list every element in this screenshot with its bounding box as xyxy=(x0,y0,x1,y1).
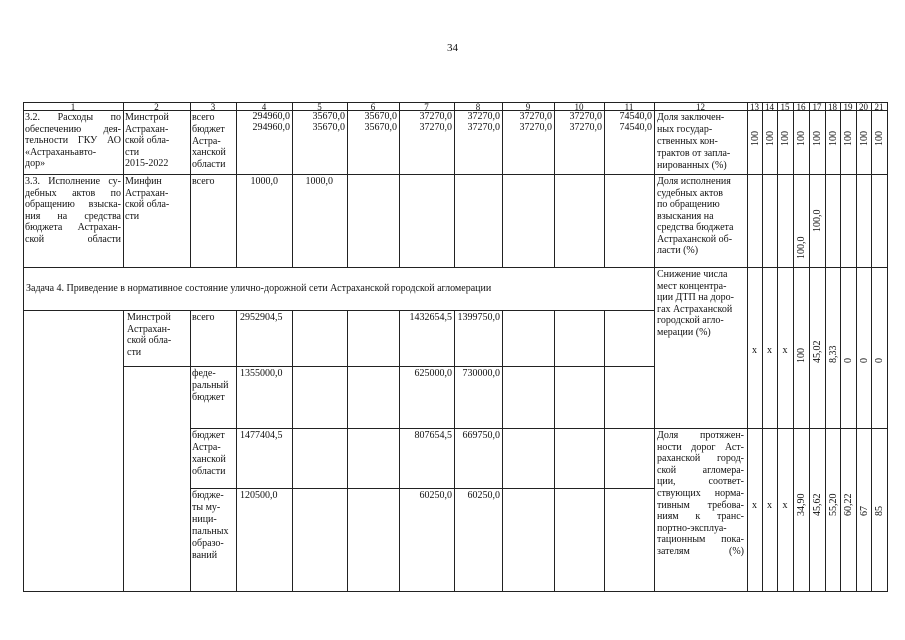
indicator-value: 100 xyxy=(812,131,823,146)
column-header: 11 xyxy=(624,102,634,112)
executor: Астрахан- xyxy=(125,187,169,199)
executor: Минстрой xyxy=(127,312,171,323)
column-border xyxy=(809,102,810,592)
column-border xyxy=(654,102,655,592)
row-border xyxy=(23,174,888,175)
indicator-name: судебных актов xyxy=(657,187,723,199)
indicator-name: раханской город- xyxy=(657,453,744,465)
indicator-name: Астраханской об- xyxy=(657,233,733,245)
executor: Астрахан- xyxy=(127,323,171,335)
funding-source: бюджет xyxy=(192,124,225,135)
row-name: «Астраханьавто- xyxy=(25,146,97,158)
indicator-name: ции, соответ- xyxy=(657,476,744,488)
row-border xyxy=(190,488,654,489)
indicator-value: 60,22 xyxy=(843,493,854,516)
amount: 294960,0 xyxy=(252,111,290,122)
indicator-mark: x xyxy=(752,345,757,356)
executor: сти xyxy=(127,346,142,358)
indicator-mark: x xyxy=(767,500,772,511)
funding-source: ваний xyxy=(192,550,218,561)
funding-source: всего xyxy=(192,112,215,123)
column-border xyxy=(793,102,794,592)
row-name: дебных актов по xyxy=(25,187,121,199)
row-name: 3.3. Исполнение су- xyxy=(25,176,121,187)
funding-source: всего xyxy=(192,312,215,323)
row-border xyxy=(23,310,654,311)
indicator-name: гах Астраханской xyxy=(657,303,733,315)
indicator-name: средства бюджета xyxy=(657,222,734,233)
amount: 35670,0 xyxy=(312,111,345,122)
column-border xyxy=(123,310,124,592)
executor: Минфин xyxy=(125,176,162,187)
column-header: 16 xyxy=(796,102,806,112)
indicator-name: нированных (%) xyxy=(657,160,727,171)
column-header: 5 xyxy=(317,102,322,112)
column-header: 7 xyxy=(424,102,429,112)
column-border xyxy=(190,310,191,592)
indicator-name: по обращению xyxy=(657,199,720,210)
funding-source: бюдже- xyxy=(192,490,224,501)
indicator-name: мест концентра- xyxy=(657,280,727,292)
amount: 37270,0 xyxy=(569,122,602,133)
column-header: 21 xyxy=(874,102,884,112)
indicator-value: 100 xyxy=(858,131,870,146)
indicator-value: 0 xyxy=(843,358,854,363)
column-border xyxy=(604,310,605,592)
amount: 37270,0 xyxy=(419,122,452,133)
column-border xyxy=(825,102,826,592)
row-name: 3.2. Расходы по xyxy=(25,112,121,123)
column-header: 18 xyxy=(828,102,837,112)
row-name: ния на средства xyxy=(25,210,121,222)
column-border xyxy=(887,102,888,592)
amount: 807654,5 xyxy=(414,430,452,441)
amount: 1000,0 xyxy=(305,176,333,187)
column-border xyxy=(292,310,293,592)
page-number: 34 xyxy=(447,42,458,54)
indicator-value: 100,0 xyxy=(812,209,823,232)
funding-source: феде- xyxy=(192,368,216,379)
amount: 294960,0 xyxy=(252,122,290,133)
column-header: 14 xyxy=(765,102,774,112)
indicator-name: мерации (%) xyxy=(657,326,711,338)
indicator-name: зателям (%) xyxy=(657,546,744,557)
column-border xyxy=(840,102,841,592)
column-header: 15 xyxy=(780,102,790,112)
column-border xyxy=(347,310,348,592)
amount: 1399750,0 xyxy=(457,312,500,323)
column-border xyxy=(871,102,872,592)
indicator-name: ниям к транс- xyxy=(657,511,744,523)
indicator-name: Доля заключен- xyxy=(657,112,725,123)
executor: Астрахан- xyxy=(125,123,169,135)
amount: 35670,0 xyxy=(364,122,397,133)
indicator-name: взыскания на xyxy=(657,210,714,222)
amount: 74540,0 xyxy=(619,111,652,122)
indicator-value: 100 xyxy=(749,131,761,146)
column-border xyxy=(454,310,455,592)
executor: ской обла- xyxy=(127,335,172,346)
amount: 1432654,5 xyxy=(409,312,452,323)
column-header: 20 xyxy=(859,102,868,112)
amount: 60250,0 xyxy=(419,490,452,501)
amount: 35670,0 xyxy=(312,122,345,133)
column-header: 13 xyxy=(750,102,759,112)
executor: сти xyxy=(125,210,140,222)
funding-source: ханской xyxy=(192,454,226,465)
indicator-value: 45,62 xyxy=(812,493,823,516)
amount: 625000,0 xyxy=(414,368,452,379)
indicator-mark: x xyxy=(782,345,788,356)
indicator-name: Доля протяжен- xyxy=(657,430,744,441)
indicator-name: тивным требова- xyxy=(657,499,744,511)
indicator-value: 100 xyxy=(796,131,807,146)
row-name: обеспечению дея- xyxy=(25,123,121,135)
row-name: дор» xyxy=(25,158,46,169)
indicator-value: 100,0 xyxy=(796,236,807,259)
amount: 120500,0 xyxy=(240,490,278,501)
column-border xyxy=(23,102,24,592)
indicator-name: ской агломера- xyxy=(657,464,744,476)
funding-source: всего xyxy=(192,176,215,187)
funding-source: пальных xyxy=(192,526,229,537)
indicator-name: ствующих норма- xyxy=(657,488,744,499)
executor: ской обла- xyxy=(125,199,170,210)
funding-source: образо- xyxy=(192,538,224,549)
funding-source: ты му- xyxy=(192,502,221,513)
indicator-value: 100 xyxy=(796,348,807,363)
amount: 2952904,5 xyxy=(240,312,283,323)
column-header: 19 xyxy=(843,102,853,112)
funding-source: бюджет xyxy=(192,430,225,441)
column-border xyxy=(399,310,400,592)
indicator-name: ласти (%) xyxy=(657,245,699,256)
indicator-name: городской агло- xyxy=(657,315,724,326)
indicator-mark: x xyxy=(767,345,772,356)
column-header: 4 xyxy=(261,102,267,112)
funding-source: Астра- xyxy=(192,442,221,453)
indicator-value: 100 xyxy=(764,131,776,146)
column-header: 9 xyxy=(525,102,531,112)
funding-source: ханской xyxy=(192,147,226,158)
funding-source: области xyxy=(192,158,226,170)
indicator-name: ных государ- xyxy=(657,124,713,135)
indicator-name: портно-эксплуа- xyxy=(657,522,727,534)
indicator-value: 100 xyxy=(843,131,854,146)
amount: 669750,0 xyxy=(462,430,500,441)
indicator-value: 0 xyxy=(874,358,885,363)
column-header: 1 xyxy=(70,102,76,112)
row-name: обращению взыска- xyxy=(25,199,121,210)
indicator-mark: x xyxy=(782,500,788,511)
column-header: 3 xyxy=(210,102,216,112)
indicator-mark: x xyxy=(752,500,757,511)
column-header: 6 xyxy=(370,102,376,112)
column-header: 8 xyxy=(475,102,481,112)
indicator-value: 100 xyxy=(780,131,791,146)
indicator-value: 34,90 xyxy=(796,493,807,516)
row-name: тельности ГКУ АО xyxy=(25,135,121,146)
funding-source: ральный xyxy=(192,380,229,391)
executor: сти xyxy=(125,146,140,158)
amount: 37270,0 xyxy=(467,111,500,122)
indicator-name: Доля исполнения xyxy=(657,176,731,187)
indicator-value: 0 xyxy=(858,358,870,363)
column-header: 2 xyxy=(154,102,159,112)
row-border xyxy=(123,366,654,367)
column-border xyxy=(502,310,503,592)
indicator-value: 100 xyxy=(827,131,839,146)
executor: 2015-2022 xyxy=(125,158,169,169)
amount: 1477404,5 xyxy=(240,430,283,441)
row-name: бюджета Астрахан- xyxy=(25,222,121,233)
task-title: Задача 4. Приведение в нормативное состояние улично-дорожной сети Астраханской городской агломерации xyxy=(26,283,492,294)
column-border xyxy=(236,310,237,592)
column-border xyxy=(856,102,857,592)
executor: ской обла- xyxy=(125,135,170,146)
amount: 35670,0 xyxy=(364,111,397,122)
amount: 37270,0 xyxy=(519,111,552,122)
column-border xyxy=(554,310,555,592)
amount: 60250,0 xyxy=(467,490,500,501)
indicator-value: 55,20 xyxy=(827,493,839,516)
amount: 1355000,0 xyxy=(240,368,283,379)
indicator-name: ственных кон- xyxy=(657,136,718,147)
column-header: 17 xyxy=(812,102,822,112)
amount: 37270,0 xyxy=(467,122,500,133)
indicator-value: 45,02 xyxy=(812,340,823,363)
row-border xyxy=(190,428,654,429)
row-name: ской области xyxy=(25,233,121,245)
amount: 37270,0 xyxy=(569,111,602,122)
amount: 74540,0 xyxy=(619,122,652,133)
column-header: 10 xyxy=(574,102,584,112)
table-bottom-border xyxy=(23,591,888,592)
row-border xyxy=(654,428,888,429)
executor: Минстрой xyxy=(125,112,169,123)
amount: 37270,0 xyxy=(519,122,552,133)
indicator-name: ции ДТП на доро- xyxy=(657,292,734,303)
funding-source: бюджет xyxy=(192,392,225,403)
amount: 37270,0 xyxy=(419,111,452,122)
indicator-value: 85 xyxy=(874,506,885,516)
funding-source: ници- xyxy=(192,514,217,525)
amount: 1000,0 xyxy=(250,176,278,187)
funding-source: Астра- xyxy=(192,135,221,147)
indicator-name: ности дорог Аст- xyxy=(657,441,744,453)
indicator-name: Снижение числа xyxy=(657,269,728,280)
column-header: 12 xyxy=(696,102,705,112)
indicator-value: 100 xyxy=(874,131,885,146)
indicator-name: тационным пока- xyxy=(657,534,744,546)
indicator-value: 67 xyxy=(858,506,870,516)
funding-source: области xyxy=(192,466,226,477)
indicator-name: трактов от запла- xyxy=(657,148,731,159)
amount: 730000,0 xyxy=(462,368,500,379)
indicator-value: 8,33 xyxy=(827,345,839,363)
